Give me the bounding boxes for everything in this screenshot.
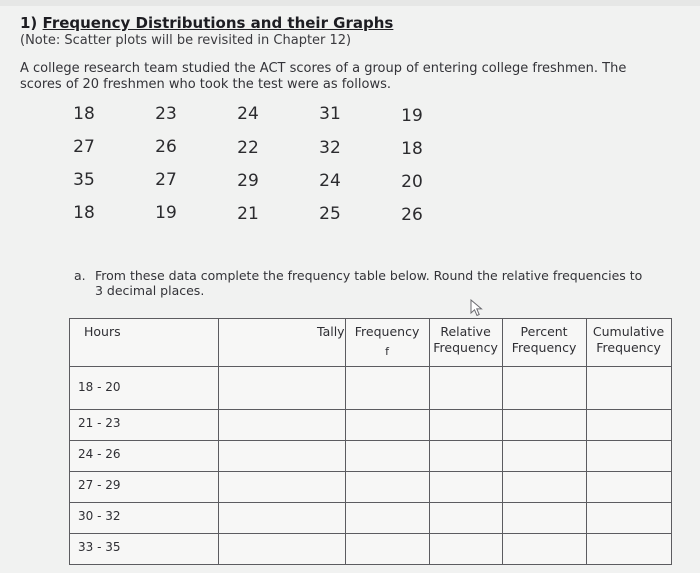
score-value: 24	[319, 171, 341, 191]
header-hours	[70, 319, 219, 367]
chapter-note: (Note: Scatter plots will be revisited in Chapter 12)	[20, 33, 352, 48]
frequency-cell[interactable]	[345, 534, 429, 565]
percent-frequency-cell[interactable]	[502, 472, 586, 503]
page-title	[20, 14, 393, 32]
score-value: 35	[73, 170, 95, 190]
header-tally-label: Tally	[317, 324, 345, 339]
header-frequency-label: Frequency	[354, 324, 420, 339]
table-row	[70, 410, 672, 441]
score-value: 26	[401, 205, 423, 225]
header-frequency	[345, 319, 429, 367]
relative-frequency-cell[interactable]	[429, 441, 502, 472]
score-value: 18	[401, 139, 423, 159]
percent-frequency-cell[interactable]	[502, 534, 586, 565]
score-value: 29	[237, 171, 259, 191]
score-value: 20	[401, 172, 423, 192]
header-relative-line1: Relative	[440, 324, 491, 339]
table-row	[70, 367, 672, 410]
title-text: Frequency Distributions and their Graphs	[42, 14, 394, 32]
header-percent-line2: Frequency	[511, 340, 577, 355]
range-cell: 18 - 20	[70, 367, 219, 410]
page-top-edge	[0, 0, 700, 6]
question-text: From these data complete the frequency table below. Round the relative frequencies to 3 decimal places.	[95, 268, 643, 298]
cumulative-frequency-cell[interactable]	[586, 441, 671, 472]
header-cumulative-line2: Frequency	[596, 340, 661, 355]
cumulative-frequency-cell[interactable]	[586, 367, 671, 410]
percent-frequency-cell[interactable]	[502, 367, 586, 410]
table-row	[70, 534, 672, 565]
relative-frequency-cell[interactable]	[429, 534, 502, 565]
range-cell: 24 - 26	[70, 441, 219, 472]
question-label: a.	[74, 268, 86, 283]
percent-frequency-cell[interactable]	[502, 503, 586, 534]
score-value: 31	[319, 104, 341, 124]
header-percent-frequency	[502, 319, 586, 367]
header-tally	[219, 319, 346, 367]
score-value: 27	[155, 170, 177, 190]
score-value: 27	[73, 137, 95, 157]
frequency-cell[interactable]	[345, 367, 429, 410]
tally-cell[interactable]	[219, 367, 346, 410]
header-relative-frequency	[429, 319, 502, 367]
score-value: 24	[237, 104, 259, 124]
score-value: 18	[73, 104, 95, 124]
table-row	[70, 503, 672, 534]
table-row	[70, 441, 672, 472]
percent-frequency-cell[interactable]	[502, 410, 586, 441]
cumulative-frequency-cell[interactable]	[586, 472, 671, 503]
header-frequency-symbol: f	[385, 345, 390, 358]
tally-cell[interactable]	[219, 410, 346, 441]
score-value: 21	[237, 204, 259, 224]
frequency-cell[interactable]	[345, 503, 429, 534]
score-value: 22	[237, 138, 259, 158]
cumulative-frequency-cell[interactable]	[586, 503, 671, 534]
score-value: 32	[319, 138, 341, 158]
score-value: 19	[401, 106, 423, 126]
score-value: 19	[155, 203, 177, 223]
frequency-cell[interactable]	[345, 441, 429, 472]
header-percent-line1: Percent	[520, 324, 568, 339]
relative-frequency-cell[interactable]	[429, 472, 502, 503]
table-header-row	[70, 319, 672, 367]
percent-frequency-cell[interactable]	[502, 441, 586, 472]
tally-cell[interactable]	[219, 441, 346, 472]
score-value: 23	[155, 104, 177, 124]
tally-cell[interactable]	[219, 534, 346, 565]
frequency-cell[interactable]	[345, 410, 429, 441]
frequency-table	[69, 318, 672, 565]
intro-paragraph: A college research team studied the ACT scores of a group of entering college freshmen. The scores of 20 freshmen who took the test were as follows.	[20, 61, 627, 92]
header-relative-line2: Frequency	[433, 340, 498, 355]
cumulative-frequency-cell[interactable]	[586, 534, 671, 565]
header-cumulative-frequency	[586, 319, 671, 367]
relative-frequency-cell[interactable]	[429, 367, 502, 410]
relative-frequency-cell[interactable]	[429, 410, 502, 441]
score-value: 18	[73, 203, 95, 223]
header-cumulative-line1: Cumulative	[592, 324, 665, 339]
question-a	[74, 268, 654, 298]
mouse-pointer-icon	[470, 299, 484, 317]
cumulative-frequency-cell[interactable]	[586, 410, 671, 441]
table-row	[70, 472, 672, 503]
range-cell: 30 - 32	[70, 503, 219, 534]
relative-frequency-cell[interactable]	[429, 503, 502, 534]
frequency-cell[interactable]	[345, 472, 429, 503]
tally-cell[interactable]	[219, 503, 346, 534]
title-number: 1)	[20, 14, 38, 32]
score-value: 26	[155, 137, 177, 157]
header-hours-label: Hours	[84, 324, 121, 339]
tally-cell[interactable]	[219, 472, 346, 503]
score-value: 25	[319, 204, 341, 224]
range-cell: 33 - 35	[70, 534, 219, 565]
range-cell: 27 - 29	[70, 472, 219, 503]
range-cell: 21 - 23	[70, 410, 219, 441]
